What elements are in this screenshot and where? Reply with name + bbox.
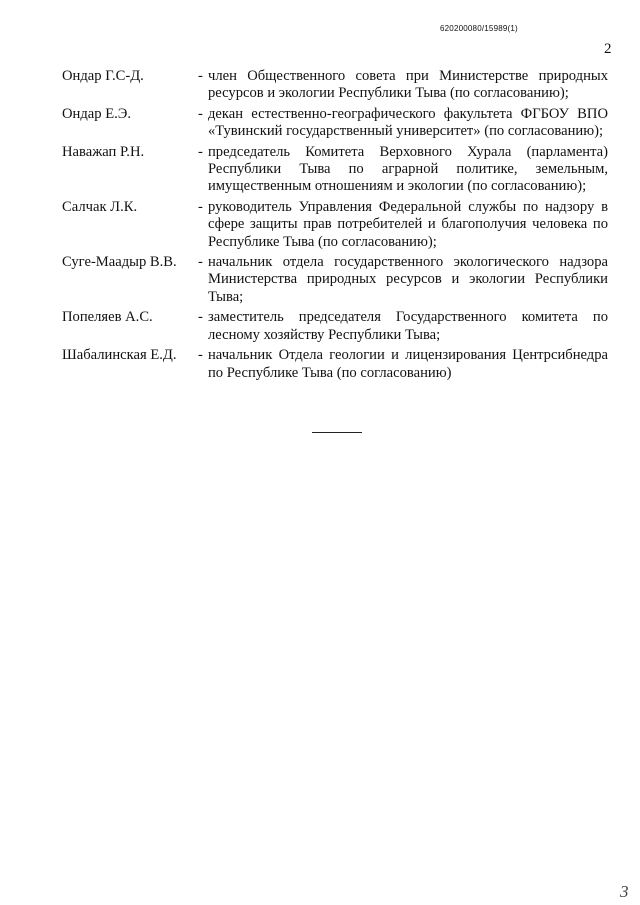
member-position: руководитель Управления Федеральной службы по надзору в сфере защиты прав потребителей и благополучия человека по Республике Тыва (по согласованию); <box>208 198 608 250</box>
list-item <box>62 68 608 103</box>
member-position: начальник Отдела геологии и лицензирования Центрсибнедра по Республике Тыва (по согласованию) <box>208 347 608 381</box>
entry-dash: - <box>198 347 203 364</box>
list-item <box>62 347 608 382</box>
member-name: Салчак Л.К. <box>62 198 138 215</box>
list-item <box>62 254 608 306</box>
member-position: декан естественно-географического факультета ФГБОУ ВПО «Тувинский государственный университет» (по согласованию); <box>208 105 608 140</box>
member-name: Шабалинская Е.Д. <box>62 347 177 364</box>
member-position: председатель Комитета Верховного Хурала (парламента) Республики Тыва по аграрной политике, земельным, имущественным отношениям и экологии (по согласованию); <box>208 143 608 195</box>
list-item <box>62 199 608 251</box>
list-item <box>62 106 608 141</box>
member-list <box>62 68 608 385</box>
entry-dash: - <box>198 105 203 122</box>
entry-dash: - <box>198 143 203 160</box>
page-number: 2 <box>604 41 612 57</box>
member-name: Ондар Е.Э. <box>62 105 132 122</box>
end-divider <box>312 432 362 433</box>
document-id: 620200080/15989(1) <box>440 24 518 33</box>
handwritten-page-mark: 3 <box>620 882 629 901</box>
member-name: Суге-Маадыр В.В. <box>62 254 177 271</box>
member-name: Наважап Р.Н. <box>62 143 145 160</box>
entry-dash: - <box>198 68 203 84</box>
list-item <box>62 144 608 196</box>
member-position: начальник отдела государственного экологического надзора Министерства природных ресурсов и экологии Республики Тыва; <box>208 254 608 305</box>
list-item <box>62 309 608 344</box>
entry-dash: - <box>198 198 203 215</box>
entry-dash: - <box>198 254 203 271</box>
member-position: член Общественного совета при Министерстве природных ресурсов и экологии Республики Тыва (по согласованию); <box>208 68 608 102</box>
entry-dash: - <box>198 309 203 326</box>
member-name: Попеляев А.С. <box>62 309 153 326</box>
member-position: заместитель председателя Государственного комитета по лесному хозяйству Республики Тыва; <box>208 309 608 343</box>
member-name: Ондар Г.С-Д. <box>62 68 144 84</box>
